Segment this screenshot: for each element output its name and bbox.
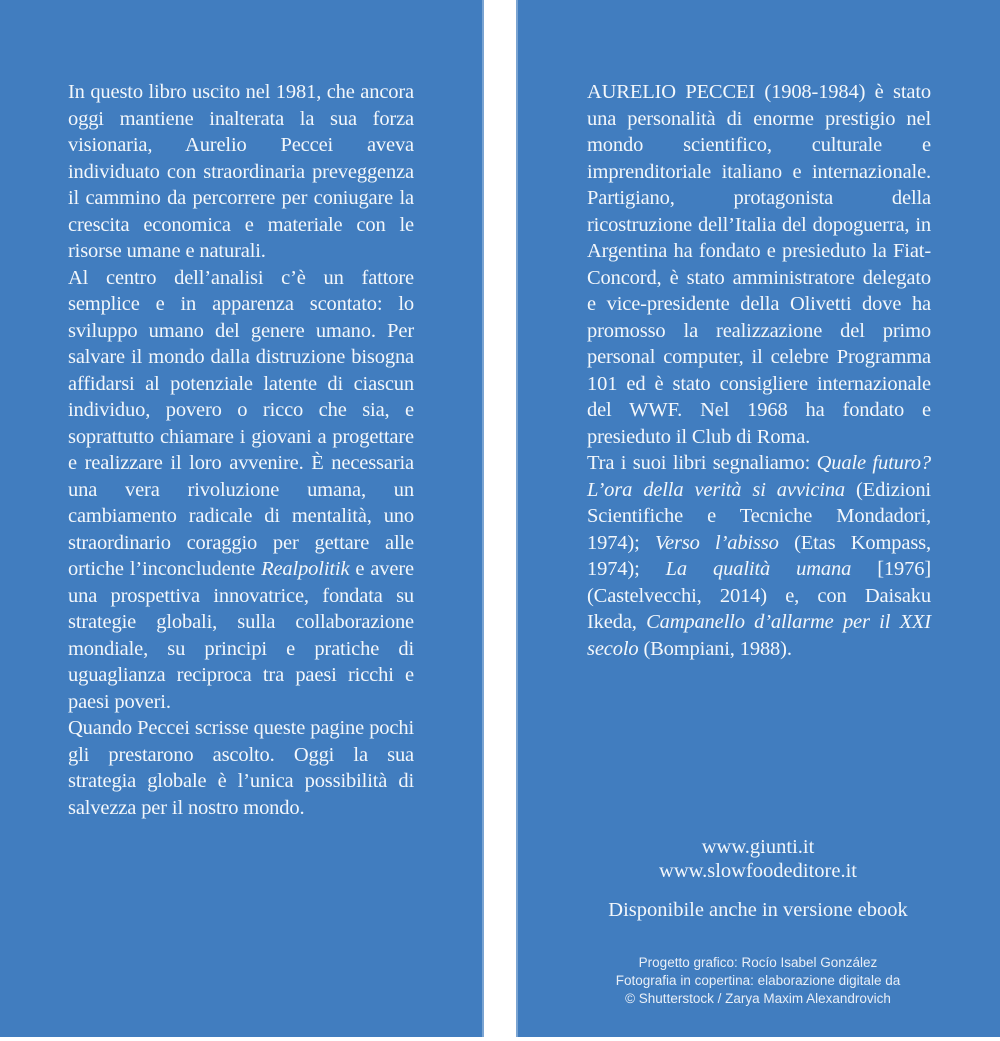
- paragraph: In questo libro uscito nel 1981, che ancora oggi mantiene inalterata la sua forza visionaria, Aurelio Peccei aveva individuato con straordinaria preveggenza il cammino da percorrere per coniugare la crescita economica e materiale con le risorse umane e naturali.: [68, 81, 414, 262]
- credit-line-graphic-design: Progetto grafico: Rocío Isabel González: [638, 955, 878, 970]
- credit-line-cover-photo: Fotografia in copertina: elaborazione digitale da: [615, 973, 901, 988]
- paragraph: Quando Peccei scrisse queste pagine pochi gli prestarono ascolto. Oggi la sua strategia globale è l’unica possibilità di salvezza per il nostro mondo.: [68, 717, 414, 819]
- publisher-links: [516, 836, 1000, 923]
- credit-line-copyright: © Shutterstock / Zarya Maxim Alexandrovich: [625, 991, 891, 1006]
- credits: [516, 954, 1000, 1008]
- left-flap-panel: [0, 0, 484, 1037]
- publisher-url-giunti: www.giunti.it: [701, 836, 815, 858]
- author-bio-text: [587, 79, 931, 662]
- paragraph: AURELIO PECCEI (1908-1984) è stato una personalità di enorme prestigio nel mondo scientifico, culturale e imprenditoriale italiano e internazionale. Partigiano, protagonista della ricostruzione dell’Italia del dopoguerra, in Argentina ha fondato e presieduto la Fiat-Concord, è stato amministratore delegato e vice-presidente della Olivetti dove ha promosso la realizzazione del primo personal computer, il celebre Programma 101 ed è stato consigliere internazionale del WWF. Nel 1968 ha fondato e presieduto il Club di Roma.: [587, 81, 931, 448]
- paragraph: Tra i suoi libri segnaliamo: Quale futuro? L’ora della verità si avvicina (Edizioni Scientifiche e Tecniche Mondadori, 1974); Verso l’abisso (Etas Kompass, 1974); La qualità umana [1976] (Castelvecchi, 2014) e, con Daisaku Ikeda, Campanello d’allarme per il XXI secolo (Bompiani, 1988).: [587, 452, 931, 660]
- right-flap-panel: [516, 0, 1000, 1037]
- ebook-availability-note: Disponibile anche in versione ebook: [608, 899, 908, 921]
- publisher-url-slowfoodeditore: www.slowfoodeditore.it: [659, 859, 857, 882]
- paragraph: Al centro dell’analisi c’è un fattore semplice e in apparenza scontato: lo sviluppo umano del genere umano. Per salvare il mondo dalla distruzione bisogna affidarsi al potenziale latente di ciascun individuo, povero o ricco che sia, e soprattutto chiamare i giovani a progettare e realizzare il loro avvenire. È necessaria una vera rivoluzione umana, un cambiamento radicale di mentalità, uno straordinario coraggio per gettare alle ortiche l’inconcludente Realpolitik e avere una prospettiva innovatrice, fondata su strategie globali, sulla collaborazione mondiale, su principi e pratiche di uguaglianza reciproca tra paesi ricchi e paesi poveri.: [68, 266, 414, 713]
- book-description-text: [68, 79, 414, 821]
